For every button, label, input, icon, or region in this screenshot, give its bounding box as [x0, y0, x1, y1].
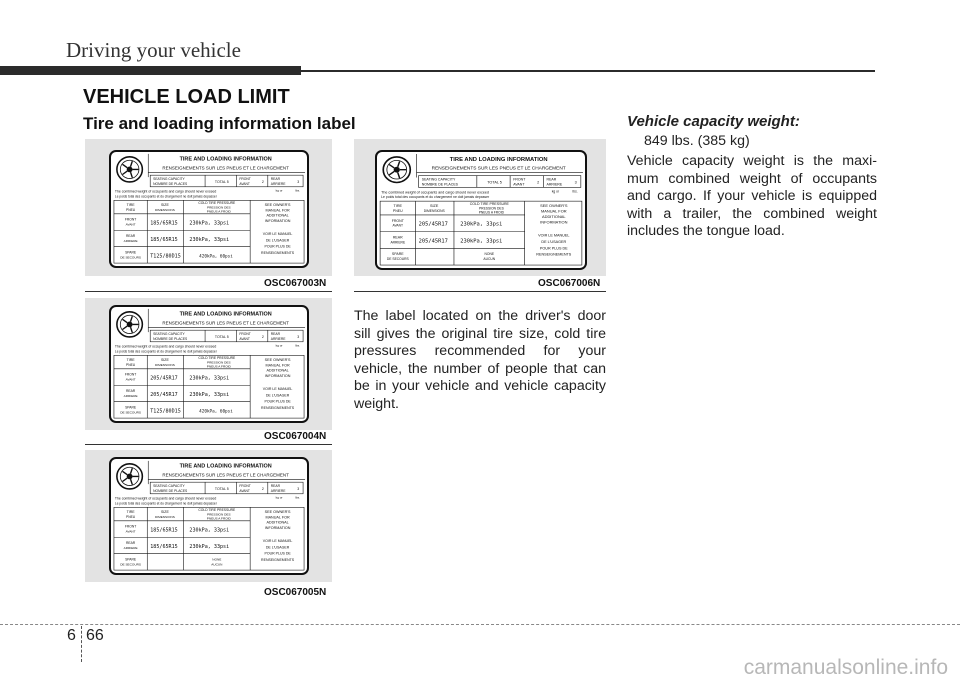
owners-manual-note-fr: DE L'USAGER [541, 240, 567, 244]
front-seat-count: 2 [261, 179, 264, 184]
figure-1-box [85, 139, 332, 276]
spare-pressure: 420kPa, 60psi [199, 409, 233, 415]
tire-icon [117, 312, 142, 337]
combined-weight: The combined weight of occupants and cargo should never exceed [381, 190, 489, 195]
tire-pressure: 230kPa, 33psi [460, 221, 503, 228]
tire-size: 205/45R17 [150, 391, 178, 398]
seating-capacity-fr: NOMBRE DE PLACES [421, 182, 459, 187]
figure-rule [85, 444, 332, 445]
total-seats: TOTAL 5 [214, 486, 229, 491]
front-seats-fr: AVANT [239, 488, 250, 493]
owners-manual-note-fr: POUR PLUS DE [539, 246, 568, 251]
rear-seat-count: 3 [574, 180, 577, 185]
size-header: SIZE [430, 204, 439, 209]
pressure-header-fr2: PNEUS A FROID [206, 516, 231, 521]
tire-header: TIRE [126, 510, 135, 515]
seating-capacity: SEATING CAPACITY [421, 177, 456, 182]
rear-seats-fr: ARRIERE [270, 488, 286, 493]
owners-manual-note-fr: VOIR LE MANUEL [262, 232, 293, 237]
unit-lbs: lbs. [295, 188, 301, 193]
pressure-header-fr: PRESSION DES [207, 205, 231, 210]
row-label: SPARE [125, 250, 137, 255]
front-seat-count: 2 [261, 486, 264, 491]
capacity-text: Vehicle capacity weight is the maxi-mum combined weight of occupants and cargo. If your vehicle is equipped with a trailer, the combined weight includes the tongue load. [627, 153, 877, 240]
unit-kg: kg or [275, 188, 283, 193]
tire-header: TIRE [126, 358, 135, 363]
tire-size: 205/45R17 [418, 238, 448, 245]
pressure-header-fr: PRESSION DES [478, 206, 504, 211]
pressure-header-fr2: PNEUS A FROID [478, 210, 505, 215]
tire-label-sticker [109, 305, 309, 423]
pressure-header-fr2: PNEUS A FROID [206, 364, 231, 369]
tire-label-sticker [109, 457, 309, 575]
seating-capacity-fr: NOMBRE DE PLACES [153, 336, 188, 341]
pressure-header-fr: PRESSION DES [207, 512, 231, 517]
owners-manual-note: ADDITIONAL [266, 213, 289, 218]
tire-pressure: 230kPa, 33psi [460, 238, 503, 245]
owners-manual-note: SEE OWNER'S [264, 203, 291, 208]
spare-none: NONE [212, 557, 222, 562]
row-label-fr: ARRIERE [123, 393, 138, 398]
combined-weight-fr: Le poids total des occupants et du chargement ne doit jamais depasser [381, 195, 490, 200]
unit-kg: kg or [275, 343, 283, 348]
rear-seat-count: 3 [297, 486, 300, 491]
figure-4-box [354, 139, 606, 276]
total-seats: TOTAL 5 [214, 334, 229, 339]
size-header-fr: DIMENSIONS [154, 514, 175, 519]
owners-manual-note: INFORMATION [540, 220, 568, 225]
row-label: FRONT [124, 372, 137, 377]
seating-capacity-fr: NOMBRE DE PLACES [153, 181, 188, 186]
tire-pressure: 230kPa, 33psi [189, 391, 230, 398]
front-seats: FRONT [239, 332, 251, 337]
section-subtitle: Tire and loading information label [83, 114, 356, 133]
combined-weight: The combined weight of occupants and cargo should never exceed [114, 344, 217, 349]
sticker-title-fr: RENSEIGNEMENTS SUR LES PNEUS ET LE CHARGEMENT [431, 165, 566, 171]
tire-pressure: 230kPa, 33psi [189, 236, 230, 243]
figure-3-box [85, 450, 332, 582]
owners-manual-note: ADDITIONAL [266, 520, 289, 525]
tire-label-sticker [375, 150, 587, 270]
tire-size: 205/45R17 [418, 221, 448, 228]
size-header-fr: DIMENSIONS [423, 209, 445, 213]
rear-seats-fr: ARRIERE [546, 182, 563, 187]
tire-header-fr: PNEU [392, 209, 403, 213]
rear-seats-fr: ARRIERE [270, 181, 286, 186]
owners-manual-note: INFORMATION [264, 526, 291, 531]
header-rule [301, 70, 875, 72]
row-label: SPARE [391, 252, 404, 257]
size-header-fr: DIMENSIONS [154, 362, 175, 367]
tire-pressure: 230kPa, 33psi [189, 220, 230, 227]
row-label: REAR [125, 234, 136, 239]
sticker-title-fr: RENSEIGNEMENTS SUR LES PNEUS ET LE CHARGEMENT [162, 320, 289, 326]
unit-lbs: lbs. [572, 189, 578, 194]
owners-manual-note-fr: DE L'USAGER [265, 545, 290, 550]
owners-manual-note: SEE OWNER'S [264, 358, 291, 363]
owners-manual-note-fr: RENSEIGNEMENTS [261, 250, 295, 255]
tire-size: T125/80D15 [150, 253, 181, 260]
unit-lbs: lbs. [295, 495, 301, 500]
front-seats-fr: AVANT [513, 182, 525, 187]
pressure-header: COLD TIRE PRESSURE [198, 508, 236, 513]
tire-header-fr: PNEU [125, 514, 136, 519]
tire-size: T125/80D15 [150, 408, 181, 415]
row-label-fr: AVANT [392, 223, 404, 228]
total-seats: TOTAL 5 [214, 179, 229, 184]
watermark: carmanualsonline.info [743, 656, 948, 679]
front-seats-fr: AVANT [239, 336, 250, 341]
combined-weight: The combined weight of occupants and cargo should never exceed [114, 496, 217, 501]
sticker-title: TIRE AND LOADING INFORMATION [179, 156, 272, 163]
front-seats: FRONT [513, 177, 526, 182]
label-description: The label located on the driver's door sill gives the original tire size, cold tire pressures recommended for your vehicle, the number of people that can be in your vehicle and vehicle capacity weight. [354, 308, 606, 412]
size-header: SIZE [160, 358, 169, 363]
owners-manual-note: SEE OWNER'S [264, 510, 291, 515]
tire-header-fr: PNEU [125, 207, 136, 212]
footer-rule [0, 624, 960, 625]
owners-manual-note-fr: POUR PLUS DE [264, 399, 291, 404]
capacity-value: 849 lbs. (385 kg) [644, 133, 750, 149]
unit-kg: kg or [551, 189, 560, 194]
rear-seats: REAR [270, 484, 280, 489]
figure-code: OSC067006N [538, 278, 601, 289]
row-label: REAR [125, 541, 136, 546]
figure-rule [85, 291, 332, 292]
tire-header-fr: PNEU [125, 362, 136, 367]
row-label: FRONT [124, 524, 137, 529]
row-label-fr: AVANT [125, 529, 136, 534]
owners-manual-note-fr: RENSEIGNEMENTS [536, 252, 572, 257]
sticker-title: TIRE AND LOADING INFORMATION [179, 463, 272, 470]
tire-size: 185/65R15 [150, 220, 178, 227]
header-bar [0, 66, 301, 75]
row-label: FRONT [124, 217, 137, 222]
owners-manual-note-fr: POUR PLUS DE [264, 244, 291, 249]
rear-seats: REAR [546, 177, 557, 182]
owners-manual-note: MANUAL FOR [540, 209, 567, 214]
seating-capacity-fr: NOMBRE DE PLACES [153, 488, 188, 493]
front-seat-count: 2 [537, 180, 540, 185]
spare-none-fr: AUCUN [211, 562, 223, 567]
owners-manual-note-fr: VOIR LE MANUEL [262, 387, 293, 392]
rear-seats-fr: ARRIERE [270, 336, 286, 341]
owners-manual-note: ADDITIONAL [541, 214, 566, 219]
tire-size: 205/45R17 [150, 375, 178, 382]
tire-label-sticker [109, 150, 309, 268]
owners-manual-note: SEE OWNER'S [540, 204, 568, 209]
page-divider [81, 626, 82, 662]
row-label-fr: DE SECOURS [120, 562, 141, 567]
pressure-header-fr: PRESSION DES [207, 360, 231, 365]
sticker-title-fr: RENSEIGNEMENTS SUR LES PNEUS ET LE CHARGEMENT [162, 472, 289, 478]
seating-capacity: SEATING CAPACITY [153, 177, 185, 182]
capacity-title: Vehicle capacity weight: [627, 113, 800, 130]
size-header: SIZE [160, 510, 169, 515]
owners-manual-note-fr: VOIR LE MANUEL [262, 539, 293, 544]
sticker-title-fr: RENSEIGNEMENTS SUR LES PNEUS ET LE CHARGEMENT [162, 165, 289, 171]
section-title: VEHICLE LOAD LIMIT [83, 86, 290, 108]
tire-header: TIRE [393, 204, 403, 209]
combined-weight-fr: Le poids total des occupants et du chargement ne doit jamais depasser [114, 501, 217, 506]
front-seats: FRONT [239, 484, 251, 489]
row-label-fr: DE SECOURS [386, 257, 409, 262]
row-label-fr: AVANT [125, 377, 136, 382]
tire-icon [117, 464, 142, 489]
combined-weight-fr: Le poids total des occupants et du chargement ne doit jamais depasser [114, 194, 217, 199]
owners-manual-note: MANUAL FOR [265, 515, 290, 520]
unit-lbs: lbs. [295, 343, 301, 348]
figure-code: OSC067005N [264, 587, 327, 598]
rear-seat-count: 3 [297, 179, 300, 184]
row-label-fr: DE SECOURS [120, 255, 141, 260]
row-label-fr: AVANT [125, 222, 136, 227]
spare-none: NONE [484, 252, 495, 257]
owners-manual-note-fr: RENSEIGNEMENTS [261, 557, 295, 562]
owners-manual-note-fr: POUR PLUS DE [264, 551, 291, 556]
tire-pressure: 230kPa, 33psi [189, 527, 230, 534]
total-seats: TOTAL 5 [487, 180, 502, 185]
owners-manual-note-fr: DE L'USAGER [265, 238, 290, 243]
figure-code: OSC067003N [264, 278, 327, 289]
sticker-title: TIRE AND LOADING INFORMATION [179, 311, 272, 318]
owners-manual-note: INFORMATION [264, 374, 291, 379]
spare-pressure: 420kPa, 60psi [199, 254, 233, 260]
owners-manual-note-fr: VOIR LE MANUEL [538, 233, 570, 238]
row-label: SPARE [125, 405, 137, 410]
tire-pressure: 230kPa, 33psi [189, 543, 230, 550]
figure-2-box [85, 298, 332, 430]
owners-manual-note: MANUAL FOR [265, 363, 290, 368]
combined-weight-fr: Le poids total des occupants et du chargement ne doit jamais depasser [114, 349, 217, 354]
spare-none-fr: AUCUN [483, 257, 496, 262]
owners-manual-note: INFORMATION [264, 219, 291, 224]
row-label-fr: ARRIERE [390, 240, 406, 245]
seating-capacity: SEATING CAPACITY [153, 332, 185, 337]
row-label: SPARE [125, 557, 137, 562]
rear-seats: REAR [270, 177, 280, 182]
tire-size: 185/65R15 [150, 543, 178, 550]
row-label: REAR [392, 235, 403, 240]
running-header: Driving your vehicle [66, 38, 241, 62]
tire-icon [383, 157, 410, 183]
rear-seat-count: 3 [297, 334, 300, 339]
rear-seats: REAR [270, 332, 280, 337]
figure-code: OSC067004N [264, 431, 327, 442]
chapter-number: 6 [67, 627, 76, 644]
pressure-header: COLD TIRE PRESSURE [469, 202, 509, 207]
tire-pressure: 230kPa, 33psi [189, 375, 230, 382]
size-header: SIZE [160, 203, 169, 208]
owners-manual-note: ADDITIONAL [266, 368, 289, 373]
row-label-fr: ARRIERE [123, 238, 138, 243]
front-seats-fr: AVANT [239, 181, 250, 186]
row-label: FRONT [391, 218, 404, 223]
tire-header: TIRE [126, 203, 135, 208]
seating-capacity: SEATING CAPACITY [153, 484, 185, 489]
pressure-header-fr2: PNEUS A FROID [206, 209, 231, 214]
page-number: 66 [86, 627, 104, 644]
tire-size: 185/65R15 [150, 236, 178, 243]
pressure-header: COLD TIRE PRESSURE [198, 201, 236, 206]
pressure-header: COLD TIRE PRESSURE [198, 356, 236, 361]
size-header-fr: DIMENSIONS [154, 207, 175, 212]
row-label-fr: ARRIERE [123, 545, 138, 550]
tire-size: 185/65R15 [150, 527, 178, 534]
sticker-title: TIRE AND LOADING INFORMATION [449, 156, 548, 163]
front-seats: FRONT [239, 177, 251, 182]
row-label: REAR [125, 389, 136, 394]
owners-manual-note: MANUAL FOR [265, 208, 290, 213]
row-label-fr: DE SECOURS [120, 410, 141, 415]
owners-manual-note-fr: RENSEIGNEMENTS [261, 405, 295, 410]
combined-weight: The combined weight of occupants and cargo should never exceed [114, 189, 217, 194]
figure-rule [354, 291, 606, 292]
front-seat-count: 2 [261, 334, 264, 339]
owners-manual-note-fr: DE L'USAGER [265, 393, 290, 398]
tire-icon [117, 157, 142, 182]
unit-kg: kg or [275, 495, 283, 500]
